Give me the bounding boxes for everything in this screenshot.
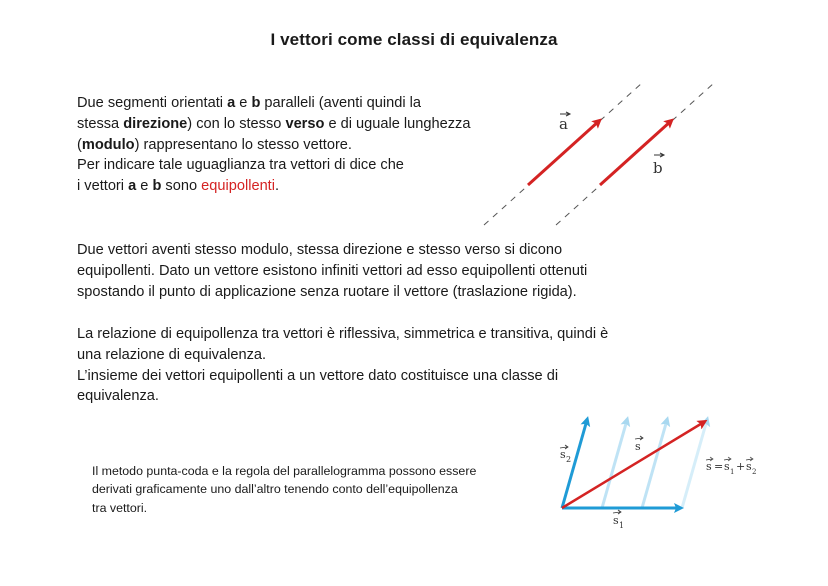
p4-line-1: Il metodo punta-coda e la regola del parallelogramma possono essere [92, 464, 477, 478]
formula-plus: + [736, 460, 746, 473]
label-s2: s [560, 448, 566, 461]
translated-s2-copy-1 [602, 420, 627, 508]
p3-line-3: L’insieme dei vettori equipollenti a un vettore dato costituisce una classe di [77, 367, 559, 384]
page-title: I vettori come classi di equivalenza [270, 30, 558, 49]
parallelogram-figure [540, 408, 790, 538]
p3-line-1: La relazione di equipollenza tra vettori è riflessiva, simmetrica e transitiva, quindi è [77, 326, 609, 342]
formula-s1-subscript: 1 [730, 468, 735, 476]
p2-line-1: Due vettori aventi stesso modulo, stessa direzione e stesso verso si dicono [77, 242, 563, 258]
paragraph-equal-segments [77, 93, 517, 197]
translated-s2-copy-2 [642, 420, 667, 508]
label-s: s [635, 440, 641, 453]
formula-s: s [706, 460, 712, 473]
label-a: a [559, 115, 568, 133]
p1-line-1: Due segmenti orientati a e b paralleli (aventi quindi la [77, 95, 421, 111]
paragraph-equipollent-definition [77, 240, 717, 302]
formula-s1: s [724, 460, 730, 473]
label-s2-subscript: 2 [566, 455, 572, 464]
p1-line-3: (modulo) rappresentano lo stesso vettore. [77, 136, 352, 153]
p1-line-5: i vettori a e b sono equipollenti. [77, 178, 280, 195]
p3-line-2: una relazione di equivalenza. [77, 346, 267, 363]
label-b: b [653, 159, 663, 177]
p1-line-2: stessa direzione) con lo stesso verso e di uguale lunghezza [77, 115, 471, 132]
p4-line-3: tra vettori. [92, 500, 148, 515]
p4-line-2: derivati graficamente uno dall’altro tenendo conto dell’equipollenza [92, 482, 458, 497]
formula-s2-subscript: 2 [752, 468, 757, 476]
equipollent-vectors-figure [470, 75, 730, 235]
equipollenti-highlight: equipollenti [201, 178, 275, 195]
formula-equals: = [714, 460, 724, 473]
p2-line-3: spostando il punto di applicazione senza ruotare il vettore (traslazione rigida). [77, 283, 577, 300]
p3-line-4: equivalenza. [77, 388, 159, 405]
p2-line-2: equipollenti. Dato un vettore esistono infiniti vettori ad esso equipollenti ottenuti [77, 262, 588, 279]
paragraph-vector-sum-methods [92, 462, 532, 517]
label-s1: s [613, 514, 619, 527]
p1-line-4: Per indicare tale uguaglianza tra vettori di dice che [77, 157, 404, 174]
formula-s2: s [746, 460, 752, 473]
label-s1-subscript: 1 [619, 521, 625, 530]
paragraph-equivalence-relation [77, 324, 717, 407]
